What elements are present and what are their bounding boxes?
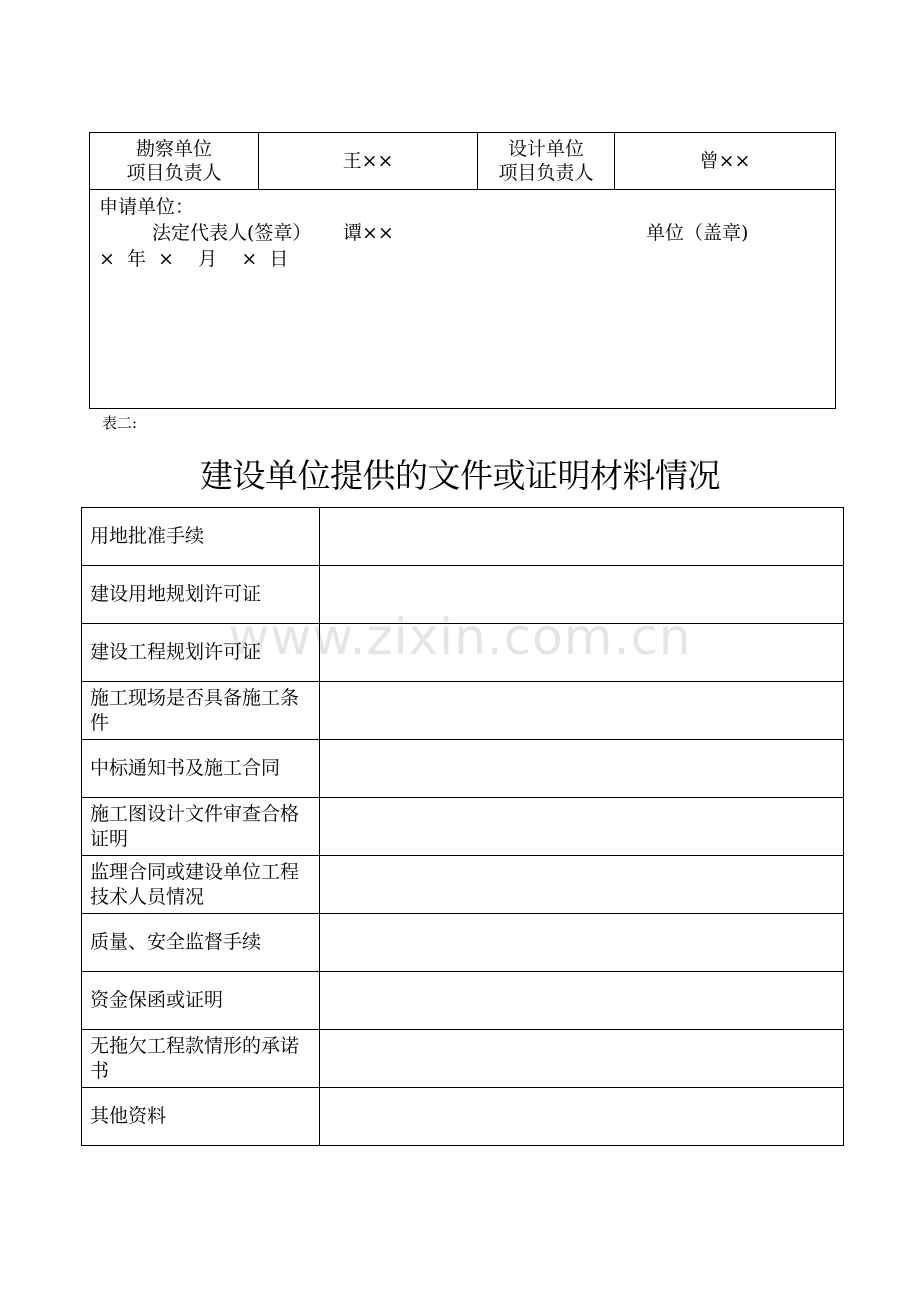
watermark: www.zixin.com.cn: [228, 608, 692, 666]
table-row: [82, 624, 844, 682]
document-value-cell: [320, 1088, 844, 1146]
document-label: 其他资料: [82, 1088, 320, 1146]
document-label: 建设工程规划许可证: [82, 624, 320, 682]
table-caption: 表二:: [102, 414, 138, 432]
table-row: [82, 798, 844, 856]
table-row: [82, 1030, 844, 1088]
applicant-cell: [90, 190, 836, 409]
table-row: [82, 1088, 844, 1146]
document-value-cell: [320, 798, 844, 856]
survey-unit-label-line2: 项目负责人: [126, 162, 222, 184]
document-value-cell: [320, 624, 844, 682]
sign-date: × 年 × 月 × 日: [99, 248, 289, 270]
document-label: 施工图设计文件审查合格证明: [82, 798, 320, 856]
survey-person-cell: [259, 133, 478, 190]
document-value-cell: [320, 682, 844, 740]
section-title: 建设单位提供的文件或证明材料情况: [200, 456, 720, 495]
table-row: [82, 972, 844, 1030]
design-unit-label-cell: [478, 133, 615, 190]
survey-person-name: 王××: [342, 150, 394, 172]
document-value-cell: [320, 566, 844, 624]
document-label: 用地批准手续: [82, 508, 320, 566]
document-label: 中标通知书及施工合同: [82, 740, 320, 798]
applicant-label: 申请单位：: [99, 196, 195, 218]
document-label: 施工现场是否具备施工条件: [82, 682, 320, 740]
document-value-cell: [320, 1030, 844, 1088]
unit-seal-label: 单位（盖章): [646, 222, 749, 244]
table-row: [82, 682, 844, 740]
design-person-name: 曾××: [699, 150, 751, 172]
legal-rep-name: 谭××: [343, 222, 394, 244]
document-value-cell: [320, 972, 844, 1030]
document-label: 无拖欠工程款情形的承诺书: [82, 1030, 320, 1088]
responsible-persons-table: [89, 132, 836, 409]
table-row: [82, 508, 844, 566]
survey-unit-label-cell: [90, 133, 259, 190]
document-label: 资金保函或证明: [82, 972, 320, 1030]
document-label: 质量、安全监督手续: [82, 914, 320, 972]
document-label: 建设用地规划许可证: [82, 566, 320, 624]
design-unit-label-line2: 项目负责人: [498, 162, 594, 184]
document-value-cell: [320, 856, 844, 914]
survey-unit-label-line1: 勘察单位: [135, 138, 212, 160]
document-value-cell: [320, 914, 844, 972]
document-value-cell: [320, 740, 844, 798]
legal-rep-label: 法定代表人(签章）: [152, 222, 312, 244]
table-row: [82, 566, 844, 624]
document-value-cell: [320, 508, 844, 566]
table-row: [82, 914, 844, 972]
table-row: [82, 740, 844, 798]
table-row: [82, 856, 844, 914]
design-unit-label-line1: 设计单位: [507, 138, 584, 160]
documents-table: [81, 507, 844, 1146]
document-label: 监理合同或建设单位工程技术人员情况: [82, 856, 320, 914]
design-person-cell: [615, 133, 836, 190]
